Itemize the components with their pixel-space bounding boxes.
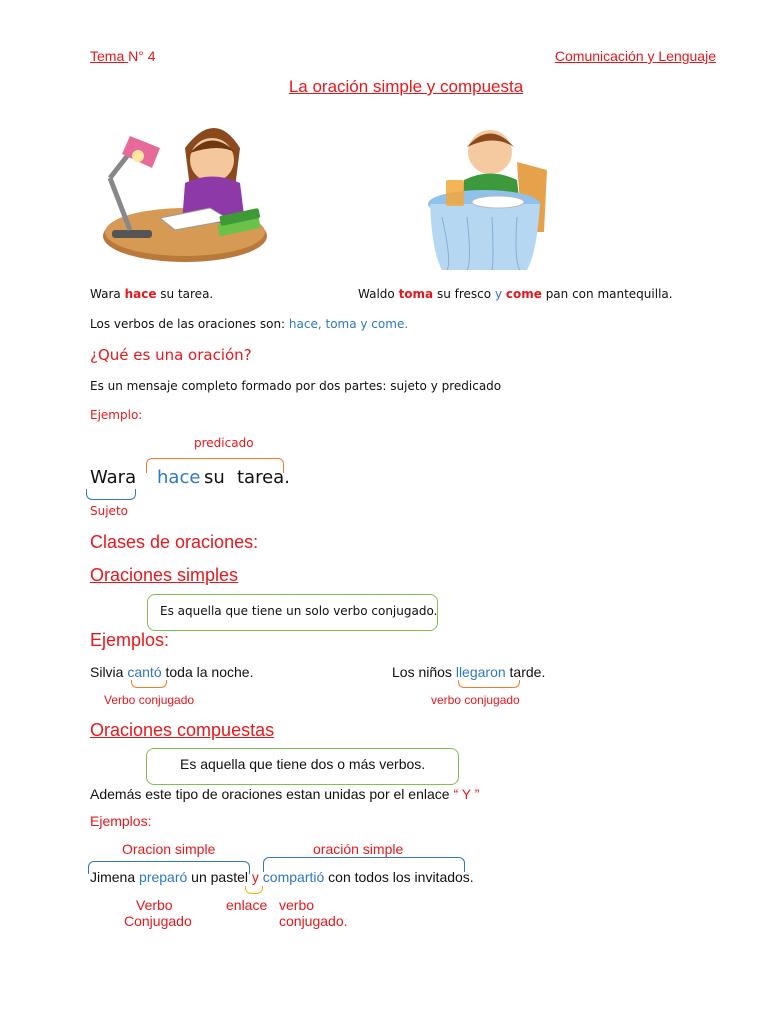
llegaron-bracket	[458, 680, 520, 688]
compuestas-heading: Oraciones compuestas	[90, 720, 275, 740]
sujeto-bracket	[86, 489, 136, 500]
text: su tarea.	[156, 287, 214, 301]
ejemplos-heading: Ejemplos:	[90, 630, 170, 650]
verb-toma: toma	[398, 287, 434, 301]
example-subject: Wara	[90, 467, 137, 488]
verb-hace: hace	[124, 287, 157, 301]
text: toda la noche.	[161, 664, 254, 680]
oracion-simple-label-left: Oracion simple	[122, 841, 216, 857]
example-word-tarea: tarea.	[237, 467, 290, 488]
link-y: y	[251, 869, 259, 885]
intro-sentence-1	[90, 287, 213, 301]
text: con todos los invitados.	[324, 869, 474, 885]
intro-sentence-2	[358, 287, 673, 301]
definition-text: Es un mensaje completo formado por dos partes: sujeto y predicado	[90, 379, 502, 393]
text: Además este tipo de oraciones estan unidas por el enlace	[90, 786, 454, 802]
text: Jimena	[90, 869, 140, 885]
predicado-label: predicado	[194, 436, 254, 450]
verbo-conjugado-note-2: verbo conjugado	[431, 693, 520, 707]
compuestas-definition: Es aquella que tiene dos o más verbos.	[180, 756, 426, 772]
compuestas-extra	[90, 786, 479, 802]
link-y: y	[494, 287, 503, 301]
text: Silvia	[90, 664, 128, 680]
example-word-su: su	[204, 467, 225, 488]
section-heading-que-es: ¿Qué es una oración?	[90, 346, 252, 364]
verb-come: come	[505, 287, 542, 301]
text: Los niños	[392, 664, 456, 680]
verb-llegaron: llegaron	[455, 664, 506, 680]
enlace-y: “ Y ”	[453, 786, 480, 802]
page-title: La oración simple y compuesta	[288, 77, 524, 96]
girl-studying-illustration	[90, 108, 275, 268]
ejemplos2-label: Ejemplos:	[90, 813, 152, 829]
topic-label	[90, 48, 156, 64]
verbs-list: hace, toma y come.	[288, 317, 409, 331]
verb-canto: cantó	[127, 664, 162, 680]
text: su fresco	[433, 287, 495, 301]
enlace-bracket	[245, 886, 263, 894]
note-verbo-1-l2: Conjugado	[124, 913, 192, 929]
compound-sentence	[90, 869, 474, 885]
simples-heading: Oraciones simples	[90, 565, 239, 585]
note-verbo-2-l2: conjugado.	[279, 913, 348, 929]
example-verb: hace	[157, 467, 201, 488]
simple-example-1	[90, 664, 253, 680]
oracion-simple-label-right: oración simple	[313, 841, 404, 857]
text: Wara	[90, 287, 125, 301]
ejemplo-label: Ejemplo:	[90, 408, 143, 422]
note-verbo-1-l1: Verbo	[136, 897, 173, 913]
sujeto-label: Sujeto	[90, 504, 128, 518]
text: Waldo	[358, 287, 399, 301]
topic-prefix: Tema	[90, 48, 129, 64]
clases-heading: Clases de oraciones:	[90, 532, 259, 552]
subject-label: Comunicación y Lenguaje	[554, 48, 716, 64]
canto-bracket	[131, 680, 167, 688]
text: Los verbos de las oraciones son:	[90, 317, 289, 331]
text: tarde.	[505, 664, 546, 680]
simples-definition: Es aquella que tiene un solo verbo conjugado.	[160, 604, 438, 618]
text: un pastel	[187, 869, 252, 885]
verbo-conjugado-note-1: Verbo conjugado	[104, 693, 195, 707]
text: pan con mantequilla.	[541, 287, 673, 301]
simple-example-2	[392, 664, 545, 680]
boy-eating-illustration	[422, 122, 562, 272]
note-verbo-2-l1: verbo	[279, 897, 315, 913]
verb-compartio: compartió	[262, 869, 325, 885]
topic-number: N° 4	[128, 48, 156, 64]
verbs-line	[90, 317, 408, 331]
note-enlace: enlace	[226, 897, 268, 913]
verb-preparo: preparó	[139, 869, 188, 885]
